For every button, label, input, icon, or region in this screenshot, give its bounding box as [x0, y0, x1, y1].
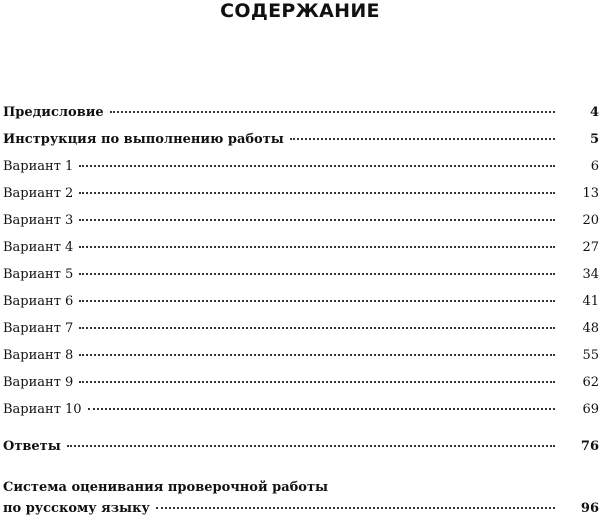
toc-page-number: 69: [582, 402, 599, 417]
toc-entry-preface[interactable]: [3, 104, 599, 131]
toc-page-number: 4: [589, 105, 599, 120]
spacer: [3, 428, 599, 438]
toc-entry-label: Вариант 3: [3, 213, 74, 228]
toc-entry-variant-5[interactable]: [3, 266, 599, 293]
toc-entry-label: Ответы: [3, 439, 61, 454]
toc-page-number: 48: [582, 321, 599, 336]
toc-entry-label: Вариант 5: [3, 267, 74, 282]
toc-entry-variant-10[interactable]: [3, 401, 599, 428]
toc-page-number: 5: [589, 132, 599, 147]
toc-entry-label-line-2: по русскому языку: [3, 501, 150, 516]
toc-page-number: 62: [582, 375, 599, 390]
toc-entry-label: Вариант 10: [3, 402, 82, 417]
toc-entry-variant-6[interactable]: [3, 293, 599, 320]
toc-entry-variant-3[interactable]: [3, 212, 599, 239]
dot-leader: [79, 246, 555, 248]
toc-entry-variant-4[interactable]: [3, 239, 599, 266]
toc-page-number: 55: [582, 348, 599, 363]
toc-entry-label: Вариант 2: [3, 186, 74, 201]
dot-leader: [110, 111, 555, 113]
toc-entry-variant-2[interactable]: [3, 185, 599, 212]
toc-page-number: 76: [580, 439, 599, 454]
toc-entry-grading-last-line: [3, 500, 599, 522]
toc-page-number: 27: [582, 240, 599, 255]
dot-leader: [79, 381, 555, 383]
toc-entry-label: Вариант 8: [3, 348, 74, 363]
toc-page-number: 41: [582, 294, 599, 309]
toc-page-number: 13: [582, 186, 599, 201]
toc-entry-label: Инструкция по выполнению работы: [3, 132, 284, 147]
dot-leader: [79, 300, 555, 302]
toc-entry-variant-7[interactable]: [3, 320, 599, 347]
dot-leader: [79, 192, 555, 194]
toc-entry-variant-9[interactable]: [3, 374, 599, 401]
dot-leader: [88, 408, 555, 410]
dot-leader: [290, 138, 555, 140]
toc-entry-label: Вариант 1: [3, 159, 74, 174]
page-title: СОДЕРЖАНИЕ: [220, 0, 380, 22]
dot-leader: [79, 273, 555, 275]
toc-entry-label: Вариант 9: [3, 375, 74, 390]
dot-leader: [67, 445, 555, 447]
toc-entry-grading[interactable]: [3, 479, 599, 522]
toc-page-number: 6: [590, 159, 599, 174]
toc-entry-answers[interactable]: [3, 438, 599, 465]
toc-page-number: 20: [582, 213, 599, 228]
toc-entry-label: Вариант 6: [3, 294, 74, 309]
toc-entry-label-line-1: Система оценивания проверочной работы: [3, 480, 329, 495]
toc-entry-label: Предисловие: [3, 105, 104, 120]
dot-leader: [79, 327, 555, 329]
toc-entry-variant-8[interactable]: [3, 347, 599, 374]
toc-page-number: 96: [580, 501, 599, 516]
dot-leader: [79, 219, 555, 221]
toc-entry-instructions[interactable]: [3, 131, 599, 158]
table-of-contents: [3, 104, 599, 522]
toc-entry-label: Вариант 7: [3, 321, 74, 336]
toc-entry-label: Вариант 4: [3, 240, 74, 255]
dot-leader: [79, 354, 555, 356]
toc-page-number: 34: [582, 267, 599, 282]
dot-leader: [79, 165, 555, 167]
toc-entry-variant-1[interactable]: [3, 158, 599, 185]
